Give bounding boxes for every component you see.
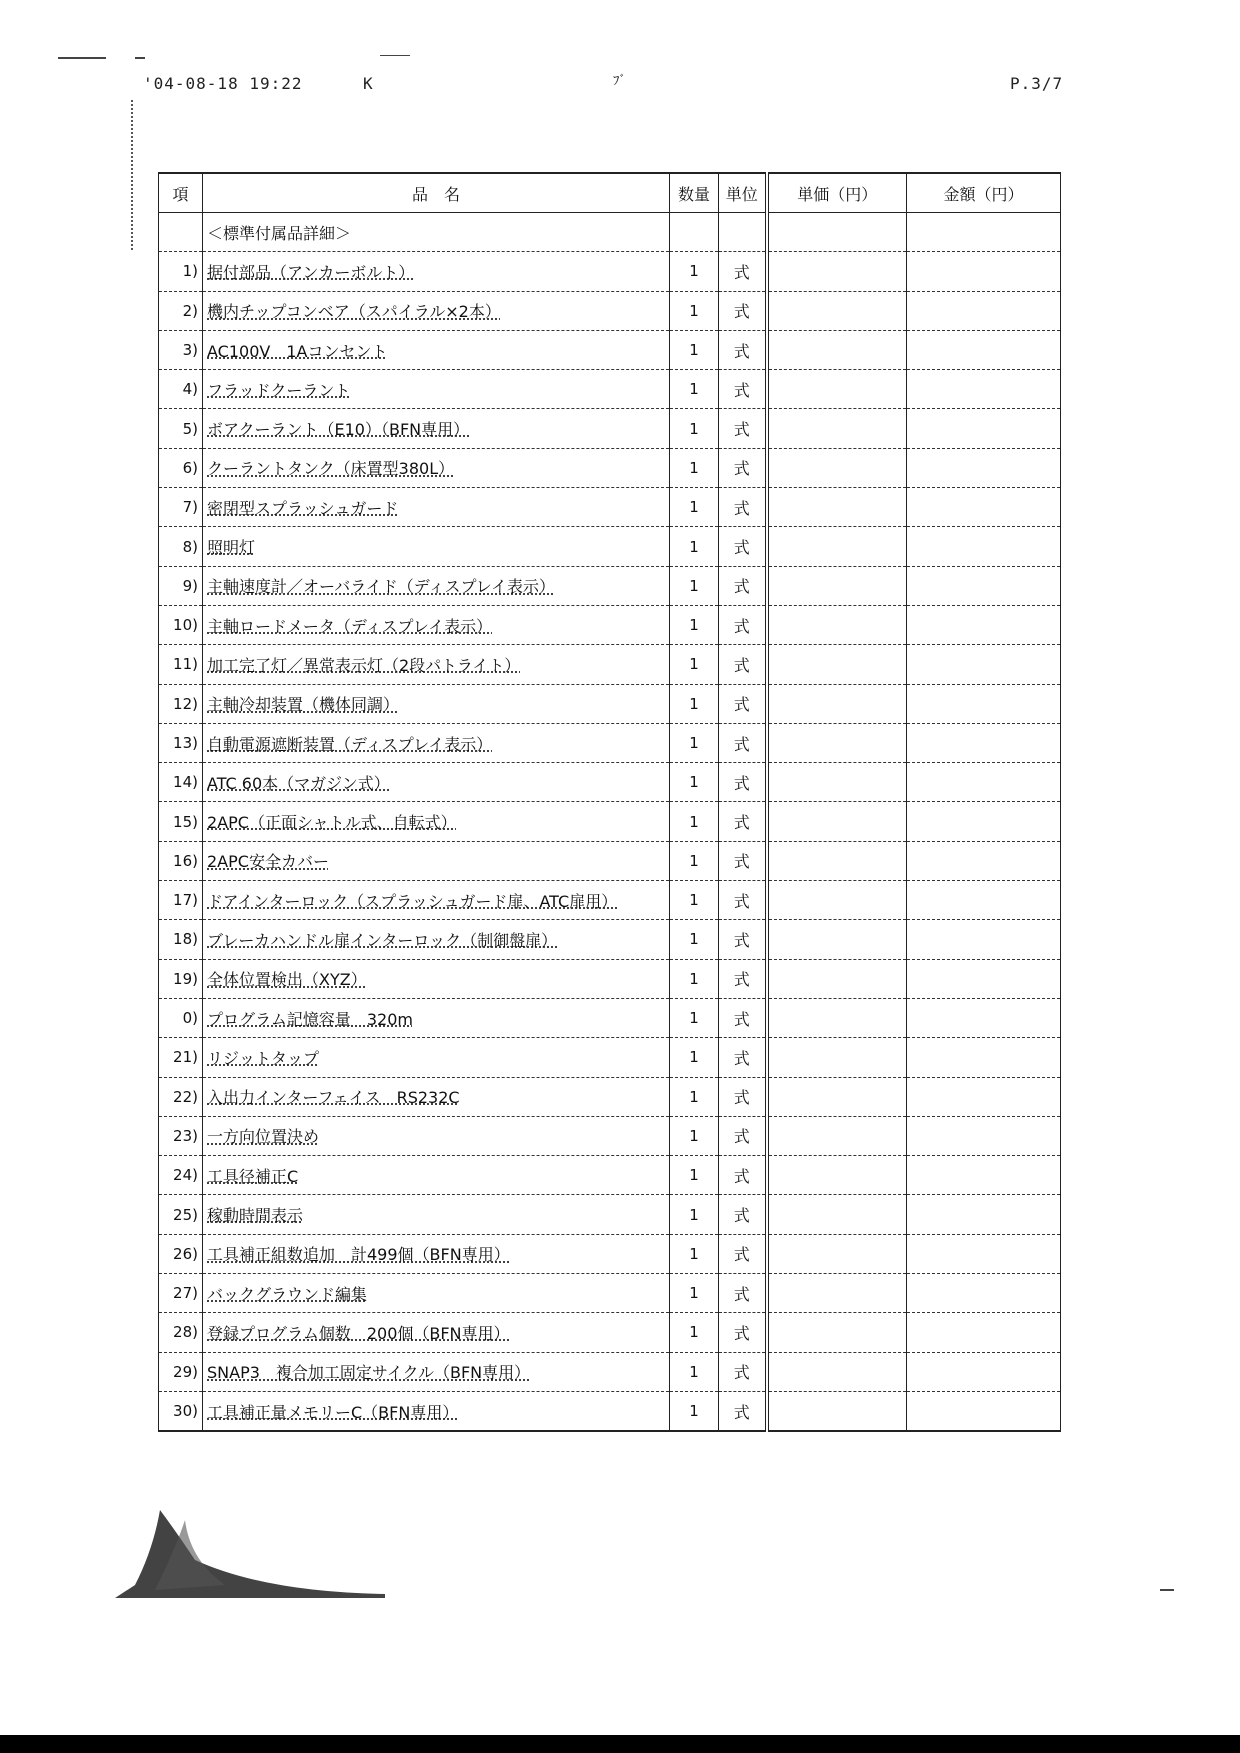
row-item-name: 主軸ロードメータ（ディスプレイ表示） [203, 605, 670, 644]
row-number: 3) [159, 330, 203, 369]
scan-edge [0, 1735, 1240, 1753]
row-unit: 式 [719, 998, 767, 1037]
row-quantity: 1 [670, 881, 719, 920]
row-number: 23) [159, 1116, 203, 1155]
row-number: 21) [159, 1038, 203, 1077]
row-item-name: 据付部品（アンカーボルト） [203, 252, 670, 291]
row-amount [907, 645, 1061, 684]
row-unit: 式 [719, 1195, 767, 1234]
table-row [159, 252, 1061, 291]
row-number: 30) [159, 1391, 203, 1431]
row-item-name: 自動電源遮断装置（ディスプレイ表示） [203, 723, 670, 762]
row-quantity: 1 [670, 1195, 719, 1234]
row-unit: 式 [719, 527, 767, 566]
table-row [159, 1274, 1061, 1313]
row-unit-price [767, 841, 907, 880]
row-item-name: プログラム記憶容量 320m [203, 998, 670, 1037]
table-row [159, 1038, 1061, 1077]
row-amount [907, 1116, 1061, 1155]
row-unit: 式 [719, 566, 767, 605]
table-row [159, 1391, 1061, 1431]
row-item-name: 全体位置検出（XYZ） [203, 959, 670, 998]
row-quantity: 1 [670, 1391, 719, 1431]
row-unit: 式 [719, 1313, 767, 1352]
row-unit: 式 [719, 881, 767, 920]
row-number: 13) [159, 723, 203, 762]
row-item-name: ドアインターロック（スプラッシュガード扉、ATC扉用） [203, 881, 670, 920]
row-item-name: ブレーカハンドル扉インターロック（制御盤扉） [203, 920, 670, 959]
row-amount [907, 605, 1061, 644]
scan-mark [380, 55, 410, 56]
row-quantity: 1 [670, 291, 719, 330]
table-row [159, 291, 1061, 330]
row-quantity: 1 [670, 645, 719, 684]
row-number: 2) [159, 291, 203, 330]
header-no: 項 [159, 173, 203, 213]
row-item-name: ボアクーラント（E10）（BFN専用） [203, 409, 670, 448]
row-unit: 式 [719, 1038, 767, 1077]
row-number: 0) [159, 998, 203, 1037]
row-unit-price [767, 1077, 907, 1116]
row-unit-price [767, 370, 907, 409]
header-unit: 単位 [719, 173, 767, 213]
subheading: ＜標準付属品詳細＞ [203, 213, 670, 252]
row-item-name: バックグラウンド編集 [203, 1274, 670, 1313]
row-number: 17) [159, 881, 203, 920]
table-row [159, 763, 1061, 802]
row-unit-price [767, 881, 907, 920]
table-row [159, 998, 1061, 1037]
row-amount [907, 763, 1061, 802]
row-quantity: 1 [670, 920, 719, 959]
row-unit-price [767, 605, 907, 644]
row-unit-price [767, 998, 907, 1037]
row-number: 4) [159, 370, 203, 409]
row-unit-price [767, 1352, 907, 1391]
row-unit: 式 [719, 959, 767, 998]
header-amount: 金額（円） [907, 173, 1061, 213]
row-amount [907, 1156, 1061, 1195]
row-amount [907, 1077, 1061, 1116]
row-unit-price [767, 959, 907, 998]
row-amount [907, 920, 1061, 959]
table-row [159, 645, 1061, 684]
row-quantity: 1 [670, 605, 719, 644]
row-unit: 式 [719, 920, 767, 959]
row-amount [907, 1391, 1061, 1431]
row-number: 24) [159, 1156, 203, 1195]
row-unit-price [767, 1234, 907, 1273]
row-item-name: SNAP3 複合加工固定サイクル（BFN専用） [203, 1352, 670, 1391]
row-amount [907, 802, 1061, 841]
row-quantity: 1 [670, 1116, 719, 1155]
table-row [159, 330, 1061, 369]
row-quantity: 1 [670, 1274, 719, 1313]
items-table [158, 172, 1061, 1432]
row-quantity: 1 [670, 1077, 719, 1116]
row-quantity: 1 [670, 448, 719, 487]
row-unit: 式 [719, 291, 767, 330]
row-item-name: 工具補正組数追加 計499個（BFN専用） [203, 1234, 670, 1273]
row-amount [907, 252, 1061, 291]
row-quantity: 1 [670, 998, 719, 1037]
subheading-row [159, 213, 1061, 252]
row-unit-price [767, 684, 907, 723]
row-quantity: 1 [670, 409, 719, 448]
row-item-name: 一方向位置決め [203, 1116, 670, 1155]
row-unit: 式 [719, 1077, 767, 1116]
row-unit: 式 [719, 723, 767, 762]
scan-mark [1160, 1589, 1174, 1591]
table-row [159, 409, 1061, 448]
table-row [159, 841, 1061, 880]
row-amount [907, 566, 1061, 605]
row-amount [907, 1038, 1061, 1077]
row-number: 7) [159, 488, 203, 527]
table-row [159, 566, 1061, 605]
row-unit: 式 [719, 488, 767, 527]
row-number: 27) [159, 1274, 203, 1313]
table-row [159, 370, 1061, 409]
scan-smudge [115, 1490, 385, 1600]
row-amount [907, 409, 1061, 448]
row-number: 22) [159, 1077, 203, 1116]
row-amount [907, 998, 1061, 1037]
row-number: 14) [159, 763, 203, 802]
row-item-name: 密閉型スプラッシュガード [203, 488, 670, 527]
row-unit-price [767, 645, 907, 684]
row-unit: 式 [719, 370, 767, 409]
row-unit: 式 [719, 645, 767, 684]
fax-sender: K [363, 74, 374, 93]
row-number: 12) [159, 684, 203, 723]
row-unit-price [767, 330, 907, 369]
row-quantity: 1 [670, 1038, 719, 1077]
table-row [159, 959, 1061, 998]
row-unit-price [767, 920, 907, 959]
table-row [159, 1195, 1061, 1234]
row-unit-price [767, 252, 907, 291]
row-unit: 式 [719, 330, 767, 369]
row-unit: 式 [719, 802, 767, 841]
table-row [159, 488, 1061, 527]
row-unit: 式 [719, 841, 767, 880]
row-amount [907, 527, 1061, 566]
header-qty: 数量 [670, 173, 719, 213]
row-unit-price [767, 763, 907, 802]
table-row [159, 1156, 1061, 1195]
row-item-name: 2APC安全カバー [203, 841, 670, 880]
header-unit-price: 単価（円） [767, 173, 907, 213]
fax-page-number: P.3/7 [1010, 74, 1064, 93]
row-quantity: 1 [670, 252, 719, 291]
table-header-row [159, 173, 1061, 213]
row-number: 26) [159, 1234, 203, 1273]
row-item-name: 主軸冷却装置（機体同調） [203, 684, 670, 723]
scan-mark [58, 57, 106, 59]
row-item-name: 稼動時間表示 [203, 1195, 670, 1234]
table-row [159, 527, 1061, 566]
row-quantity: 1 [670, 1313, 719, 1352]
row-number: 18) [159, 920, 203, 959]
row-quantity: 1 [670, 527, 719, 566]
table-row [159, 1352, 1061, 1391]
row-number: 25) [159, 1195, 203, 1234]
row-unit: 式 [719, 763, 767, 802]
row-quantity: 1 [670, 566, 719, 605]
row-unit: 式 [719, 448, 767, 487]
row-item-name: 2APC（正面シャトル式、自転式） [203, 802, 670, 841]
row-quantity: 1 [670, 488, 719, 527]
row-unit-price [767, 566, 907, 605]
row-number: 11) [159, 645, 203, 684]
row-amount [907, 1352, 1061, 1391]
row-quantity: 1 [670, 802, 719, 841]
row-number: 28) [159, 1313, 203, 1352]
row-unit-price [767, 1391, 907, 1431]
row-unit: 式 [719, 1116, 767, 1155]
row-amount [907, 723, 1061, 762]
row-unit-price [767, 1038, 907, 1077]
row-amount [907, 959, 1061, 998]
row-unit: 式 [719, 1156, 767, 1195]
fax-datetime: '04-08-18 19:22 [143, 74, 303, 93]
row-amount [907, 841, 1061, 880]
row-number: 15) [159, 802, 203, 841]
row-unit: 式 [719, 1352, 767, 1391]
row-unit: 式 [719, 1274, 767, 1313]
row-unit-price [767, 1313, 907, 1352]
table-row [159, 881, 1061, 920]
row-quantity: 1 [670, 684, 719, 723]
row-amount [907, 1195, 1061, 1234]
row-item-name: 機内チップコンベア（スパイラル×2本） [203, 291, 670, 330]
table-row [159, 605, 1061, 644]
row-quantity: 1 [670, 841, 719, 880]
row-number: 9) [159, 566, 203, 605]
row-quantity: 1 [670, 1234, 719, 1273]
row-unit: 式 [719, 684, 767, 723]
row-unit: 式 [719, 1234, 767, 1273]
row-number: 29) [159, 1352, 203, 1391]
row-item-name: 登録プログラム個数 200個（BFN専用） [203, 1313, 670, 1352]
row-unit-price [767, 488, 907, 527]
row-unit-price [767, 1116, 907, 1155]
table-row [159, 1116, 1061, 1155]
row-quantity: 1 [670, 959, 719, 998]
row-quantity: 1 [670, 370, 719, 409]
row-item-name: リジットタップ [203, 1038, 670, 1077]
row-item-name: 主軸速度計／オーバライド（ディスプレイ表示） [203, 566, 670, 605]
row-number: 5) [159, 409, 203, 448]
row-number: 8) [159, 527, 203, 566]
table-row [159, 802, 1061, 841]
scan-mark [135, 57, 145, 59]
row-unit-price [767, 448, 907, 487]
row-number: 16) [159, 841, 203, 880]
row-quantity: 1 [670, 723, 719, 762]
header-name: 品 名 [203, 173, 670, 213]
row-amount [907, 1274, 1061, 1313]
row-unit: 式 [719, 409, 767, 448]
row-unit: 式 [719, 605, 767, 644]
row-amount [907, 448, 1061, 487]
row-number: 19) [159, 959, 203, 998]
row-item-name: 工具径補正C [203, 1156, 670, 1195]
row-item-name: 入出力インターフェイス RS232C [203, 1077, 670, 1116]
row-number: 6) [159, 448, 203, 487]
table-row [159, 723, 1061, 762]
row-unit-price [767, 291, 907, 330]
row-quantity: 1 [670, 763, 719, 802]
scan-noise [131, 100, 137, 250]
row-unit-price [767, 1156, 907, 1195]
fax-mark: ﾌﾞ [613, 74, 627, 89]
table-row [159, 1234, 1061, 1273]
row-item-name: 加工完了灯／異常表示灯（2段パトライト） [203, 645, 670, 684]
row-item-name: クーラントタンク（床置型380L） [203, 448, 670, 487]
row-amount [907, 330, 1061, 369]
row-amount [907, 1313, 1061, 1352]
row-amount [907, 1234, 1061, 1273]
row-amount [907, 291, 1061, 330]
row-quantity: 1 [670, 1352, 719, 1391]
row-unit: 式 [719, 1391, 767, 1431]
row-amount [907, 488, 1061, 527]
row-quantity: 1 [670, 330, 719, 369]
row-number: 1) [159, 252, 203, 291]
table-row [159, 1077, 1061, 1116]
row-item-name: ATC 60本（マガジン式） [203, 763, 670, 802]
table-row [159, 684, 1061, 723]
table-row [159, 920, 1061, 959]
row-unit: 式 [719, 252, 767, 291]
row-unit-price [767, 527, 907, 566]
row-amount [907, 684, 1061, 723]
row-item-name: フラッドクーラント [203, 370, 670, 409]
row-unit-price [767, 409, 907, 448]
row-number: 10) [159, 605, 203, 644]
row-unit-price [767, 1274, 907, 1313]
row-amount [907, 881, 1061, 920]
row-quantity: 1 [670, 1156, 719, 1195]
row-unit-price [767, 802, 907, 841]
row-unit-price [767, 723, 907, 762]
row-item-name: AC100V 1Aコンセント [203, 330, 670, 369]
row-amount [907, 370, 1061, 409]
table-row [159, 1313, 1061, 1352]
row-item-name: 工具補正量メモリーC（BFN専用） [203, 1391, 670, 1431]
table-row [159, 448, 1061, 487]
row-unit-price [767, 1195, 907, 1234]
row-item-name: 照明灯 [203, 527, 670, 566]
